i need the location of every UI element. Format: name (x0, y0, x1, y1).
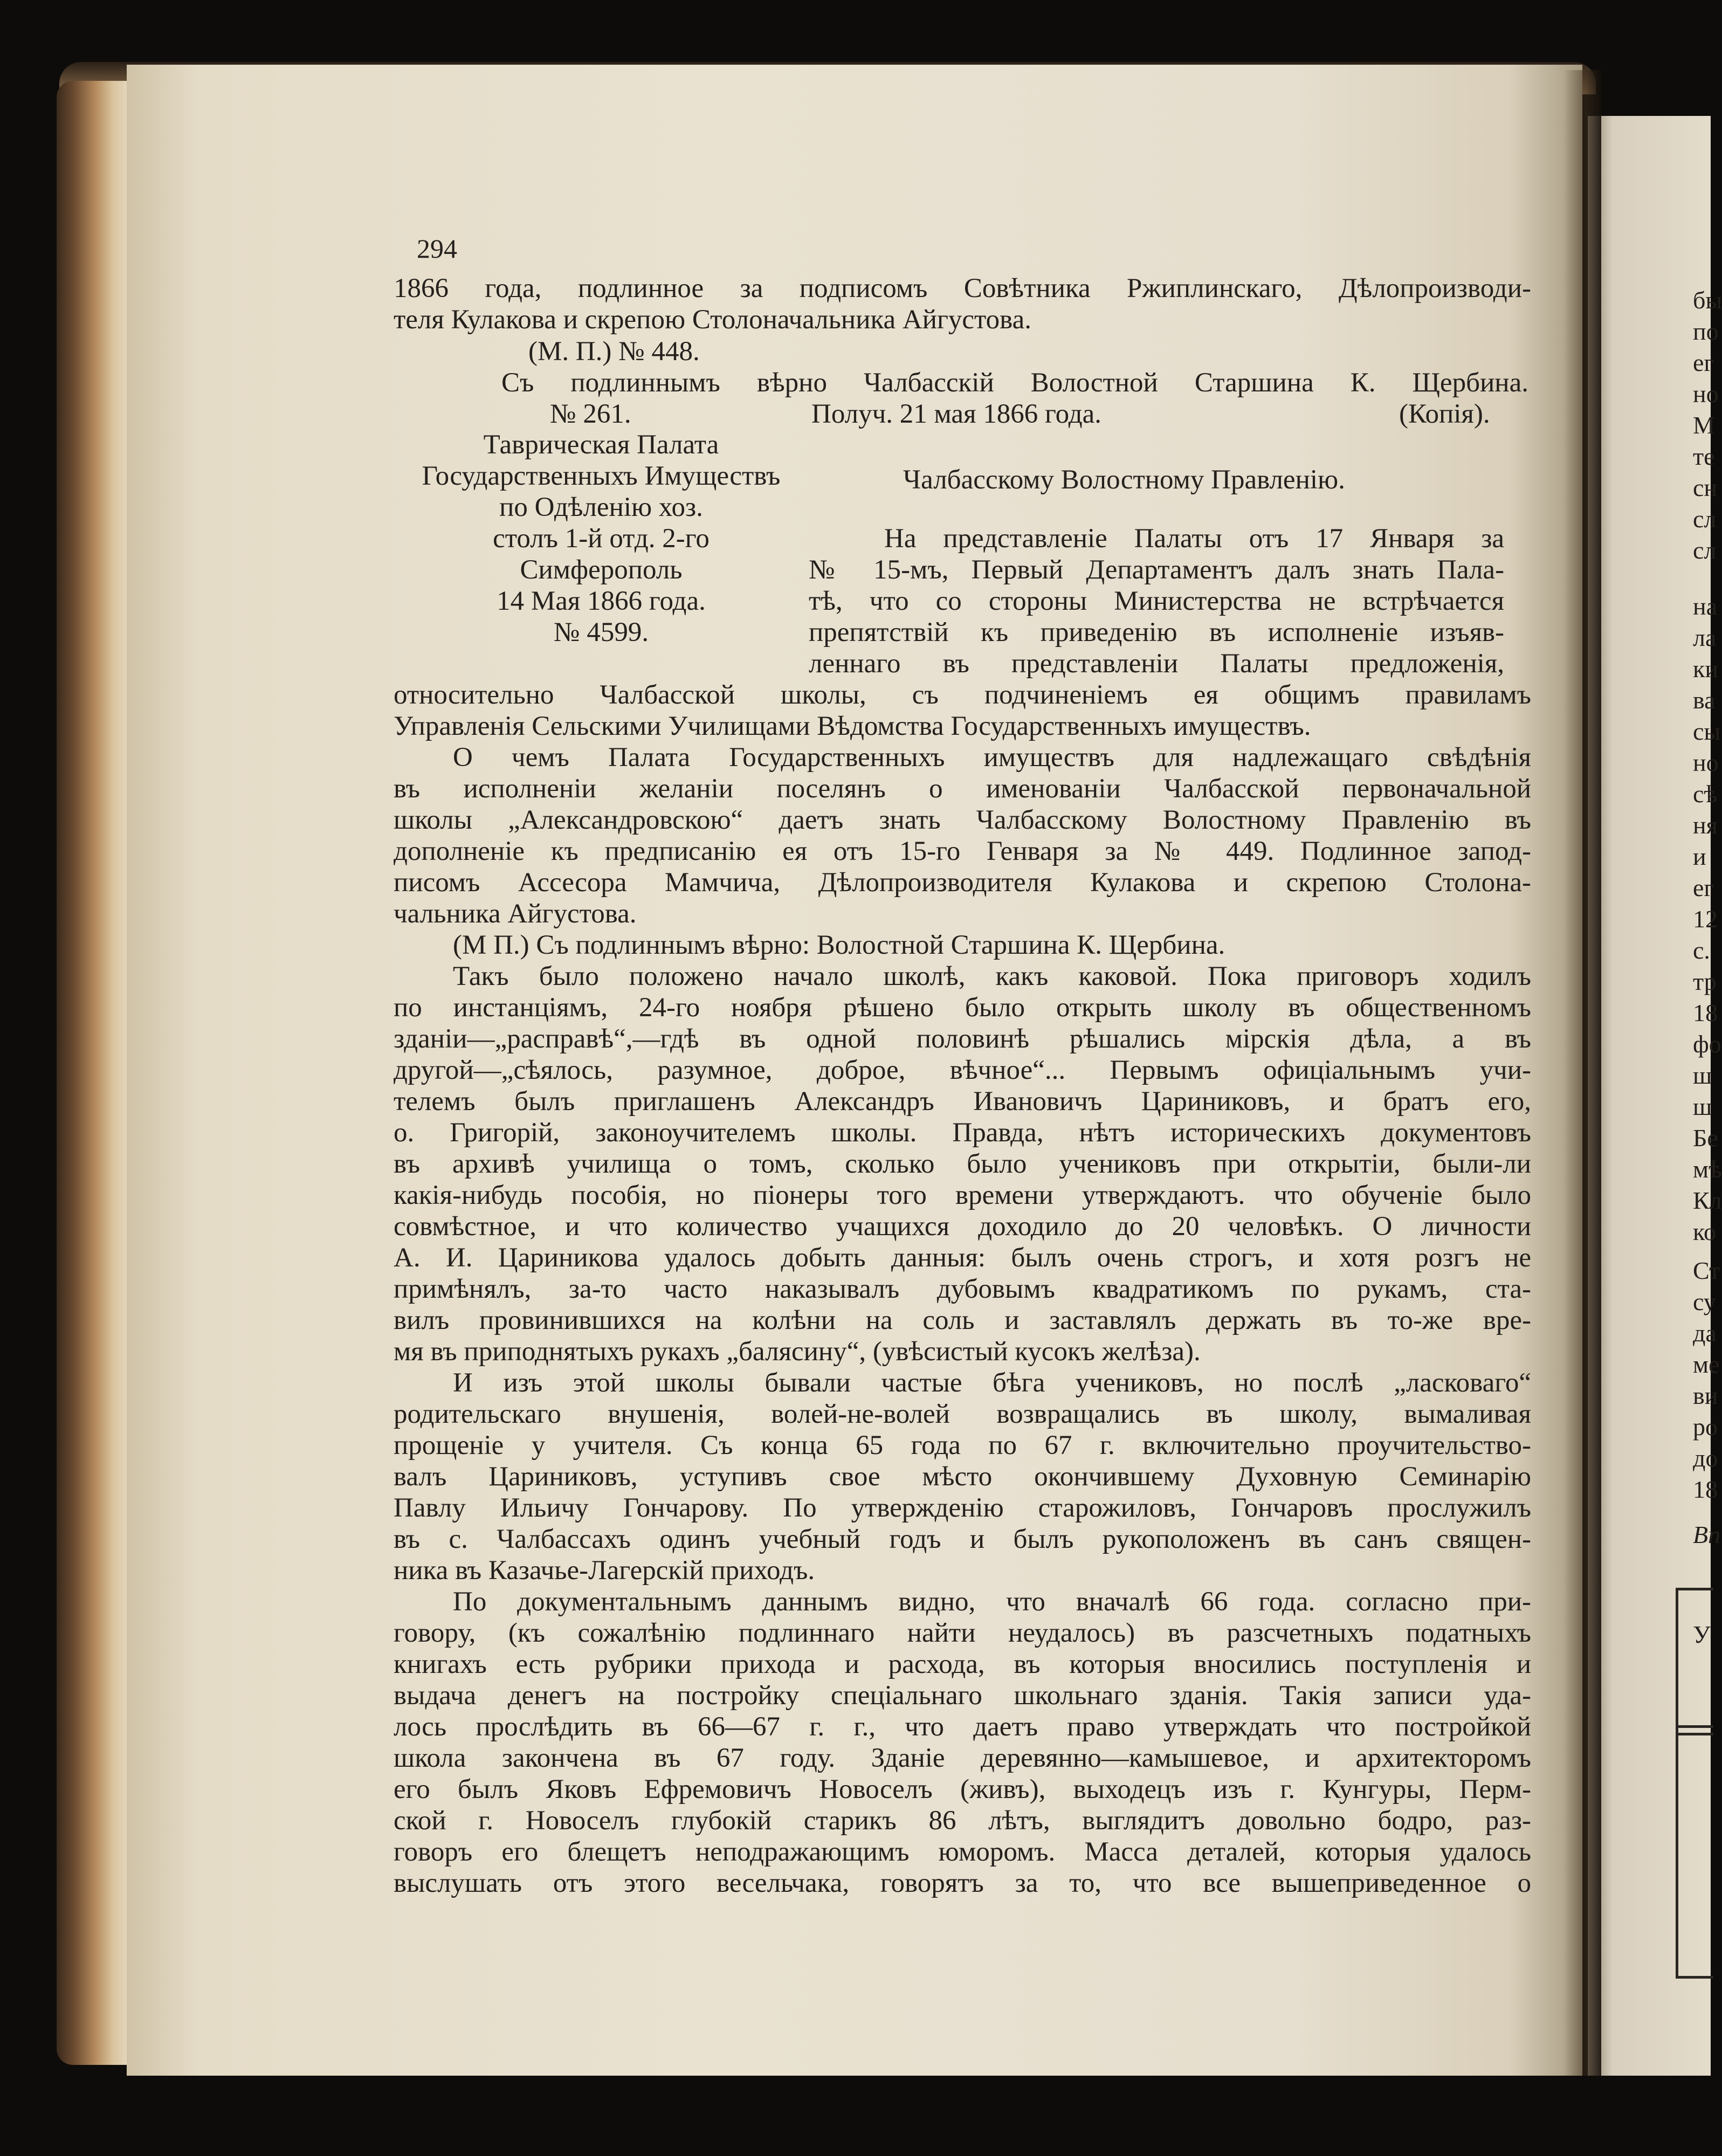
book-page-edges (57, 81, 127, 2065)
text-line: Симферополь (520, 555, 683, 585)
text-line: по Одѣленію хоз. (499, 492, 703, 522)
text-line: его былъ Яковъ Ефремовичъ Новоселъ (живъ), выходецъ изъ г. Кунгуры, Перм- (394, 1774, 1531, 1804)
next-page-fragment: мѣ (1693, 1155, 1722, 1183)
text-line: говору, (къ сожалѣнію подлиннаго найти неудалось) въ разсчетныхъ податныхъ (394, 1618, 1531, 1648)
next-page-fragment: М (1693, 411, 1715, 439)
next-page-fragment: ви (1693, 1382, 1718, 1409)
next-page-table-rule (1676, 1976, 1713, 1979)
next-page-fragment: до (1693, 1444, 1718, 1472)
next-page-fragment: ко (1693, 1218, 1717, 1245)
text-line: А. И. Цариникова удалось добыть данныя: былъ очень строгъ, и хотя розгъ не (394, 1243, 1531, 1273)
text-line: № 4599. (553, 617, 649, 648)
next-page-fragment: ла (1693, 624, 1717, 651)
text-line: № 15-мъ, Первый Департаментъ далъ знать Пала- (809, 555, 1504, 585)
text-line: зданіи—„расправѣ“,—гдѣ въ одной половинѣ рѣшались мірскія дѣла, а въ (394, 1024, 1531, 1054)
text-line: На представленіе Палаты отъ 17 Января за (884, 523, 1504, 554)
next-page-table-border (1676, 1588, 1678, 1976)
next-page-fragment: ш (1693, 1062, 1712, 1089)
text-line: Государственныхъ Имуществъ (422, 461, 781, 491)
next-page-fragment: да (1693, 1319, 1717, 1347)
text-line: говоръ его блещетъ неподражающимъ юморомъ. Масса деталей, которыя удалось (394, 1837, 1531, 1867)
next-page-fragment: и (1693, 843, 1706, 870)
text-line: въ с. Чалбассахъ одинъ учебный годъ и былъ рукоположенъ въ санъ священ- (394, 1524, 1531, 1554)
text-line: мя въ приподнятыхъ рукахъ „балясину“, (увѣсистый кусокъ желѣза). (394, 1337, 1201, 1367)
text-line: Павлу Ильичу Гончарову. По утвержденію старожиловъ, Гончаровъ прослужилъ (394, 1493, 1531, 1523)
text-line: (М. П.) № 448. (528, 336, 700, 367)
text-line: (М П.) Съ подлиннымъ вѣрно: Волостной Старшина К. Щербина. (453, 930, 1225, 960)
text-line: вилъ провинившихся на колѣни на соль и заставлялъ держать въ то-же вре- (394, 1305, 1531, 1335)
next-page-fragment: ва (1693, 686, 1716, 714)
text-line: По документальнымъ даннымъ видно, что вначалѣ 66 года. согласно при- (453, 1587, 1531, 1617)
text-line: относительно Чалбасской школы, съ подчиненіемъ ея общимъ правиламъ (394, 680, 1531, 710)
text-line: ской г. Новоселъ глубокій старикъ 86 лѣтъ, выглядитъ довольно бодро, раз- (394, 1806, 1531, 1836)
next-page-fragment: бы (1693, 286, 1722, 314)
next-page-fragment: ня (1693, 811, 1718, 839)
text-line: школы „Александровскою“ даетъ знать Чалбасскому Волостному Правленію въ (394, 805, 1531, 835)
next-page-fragment: Кл (1693, 1187, 1722, 1214)
text-line: совмѣстное, и что количество учащихся доходило до 20 человѣкъ. О личности (394, 1211, 1531, 1242)
next-page-fragment: 18 (1693, 1476, 1718, 1503)
text-line: Таврическая Палата (483, 430, 719, 460)
text-line: Съ подлиннымъ вѣрно Чалбасскій Волостной Старшина К. Щербина. (501, 368, 1528, 398)
text-line: по инстанціямъ, 24-го ноября рѣшено было открыть школу въ общественномъ (394, 993, 1531, 1023)
next-page-fragment: ег (1693, 349, 1714, 376)
page-right-fragment (1588, 116, 1711, 2076)
next-page-fragment: те (1693, 443, 1715, 470)
text-line: книгахъ есть рубрики прихода и расхода, въ которыя вносились поступленія и (394, 1649, 1531, 1679)
next-page-fragment: фо (1693, 1030, 1721, 1058)
next-page-table-rule (1676, 1733, 1713, 1735)
text-line: прощеніе у учителя. Съ конца 65 года по 67 г. включительно проучительство- (394, 1430, 1531, 1461)
text-line: валъ Цариниковъ, уступивъ свое мѣсто окончившему Духовную Семинарію (394, 1462, 1531, 1492)
text-line: № 261. (550, 399, 631, 429)
next-page-fragment: ш (1693, 1093, 1712, 1120)
next-page-fragment: но (1693, 749, 1719, 776)
next-page-fragment: Ст (1693, 1257, 1720, 1284)
text-line: И изъ этой школы бывали частые бѣга учениковъ, но послѣ „ласковаго“ (453, 1368, 1531, 1398)
text-line: другой—„сѣялось, разумное, доброе, вѣчное“... Первымъ офиціальнымъ учи- (394, 1055, 1531, 1085)
text-line: выслушать отъ этого весельчака, говорятъ за то, что все вышеприведенное о (394, 1868, 1531, 1898)
next-page-fragment: 12 (1693, 905, 1718, 933)
text-line: Чалбасскому Волостному Правленію. (903, 465, 1345, 495)
text-line: столъ 1-й отд. 2-го (493, 523, 710, 554)
text-line: леннаго въ представленіи Палаты предложенія, (809, 649, 1504, 679)
text-line: теля Кулакова и скрепою Столоначальника Айгустова. (394, 305, 1031, 335)
text-line: Получ. 21 мая 1866 года. (811, 399, 1102, 429)
page-number: 294 (417, 233, 457, 264)
text-line: тѣ, что со стороны Министерства не встрѣчается (809, 586, 1504, 616)
next-page-fragment: на (1693, 593, 1718, 620)
next-page-fragment: сн (1693, 474, 1718, 501)
next-page-fragment: У (1693, 1621, 1711, 1648)
next-page-fragment: тр (1693, 968, 1717, 995)
next-page-fragment: сл (1693, 505, 1717, 533)
text-line: чальника Айгустова. (394, 899, 637, 929)
text-line: 14 Мая 1866 года. (497, 586, 706, 616)
next-page-fragment: с. (1693, 936, 1710, 964)
text-line: 1866 года, подлинное за подписомъ Совѣтника Ржиплинскаго, Дѣлопроизводи- (394, 273, 1531, 304)
text-line: ника въ Казачье-Лагерскій приходъ. (394, 1555, 815, 1586)
text-line: школа закончена въ 67 году. Зданіе деревянно—камышевое, и архитекторомъ (394, 1743, 1531, 1773)
text-line: примѣнялъ, за-то часто наказывалъ дубовымъ квадратикомъ по рукамъ, ста- (394, 1274, 1531, 1304)
text-line: родительскаго внушенія, волей-не-волей возвращались въ школу, вымаливая (394, 1399, 1531, 1429)
text-line: (Копія). (1399, 399, 1490, 429)
text-line: какія-нибудь пособія, но піонеры того времени утверждаютъ. что обученіе было (394, 1180, 1531, 1210)
text-line: телемъ былъ приглашенъ Александръ Ивановичъ Цариниковъ, и братъ его, (394, 1086, 1531, 1117)
next-page-fragment: ки (1693, 655, 1718, 683)
text-line: выдача денегъ на постройку спеціальнаго школьнаго зданія. Такія записи уда- (394, 1680, 1531, 1711)
next-page-fragment: ро (1693, 1413, 1718, 1441)
text-line: въ исполненіи желаніи поселянъ о именованіи Чалбасской первоначальной (394, 774, 1531, 804)
next-page-fragment: по (1693, 318, 1719, 345)
next-page-fragment: 18 (1693, 999, 1718, 1027)
text-line: О чемъ Палата Государственныхъ имуществъ для надлежащаго свѣдѣнія (453, 742, 1531, 773)
next-page-fragment: сѣ (1693, 780, 1718, 808)
text-line: препятствій къ приведенію въ исполненіе изъяв- (809, 617, 1504, 648)
next-page-table-rule (1676, 1588, 1713, 1590)
text-line: дополненіе къ предписанію ея отъ 15-го Генваря за № 449. Подлинное запод- (394, 836, 1531, 866)
next-page-fragment: но (1693, 380, 1719, 408)
next-page-fragment: ме (1693, 1351, 1720, 1378)
text-line: въ архивѣ училища о томъ, сколько было учениковъ при открытіи, были-ли (394, 1149, 1531, 1179)
text-line: лось прослѣдить въ 66—67 г. г., что даетъ право утверждать что постройкой (394, 1712, 1531, 1742)
next-page-table-rule (1676, 1725, 1713, 1728)
text-line: Такъ было положено начало школѣ, какъ каковой. Пока приговоръ ходилъ (453, 961, 1531, 991)
next-page-fragment: су (1693, 1288, 1716, 1315)
book-gutter (1563, 70, 1601, 2076)
text-line: Управленія Сельскими Училищами Вѣдомства Государственныхъ имуществъ. (394, 711, 1311, 741)
next-page-fragment: Бе (1693, 1124, 1718, 1152)
next-page-fragment: Вп (1693, 1521, 1721, 1548)
next-page-fragment: сл (1693, 536, 1717, 564)
next-page-fragment: сы (1693, 718, 1721, 745)
next-page-fragment: ег (1693, 874, 1714, 901)
text-line: писомъ Ассесора Мамчича, Дѣлопроизводителя Кулакова и скрепою Столона- (394, 867, 1531, 898)
text-line: о. Григорій, законоучителемъ школы. Правда, нѣтъ историческихъ документовъ (394, 1118, 1531, 1148)
